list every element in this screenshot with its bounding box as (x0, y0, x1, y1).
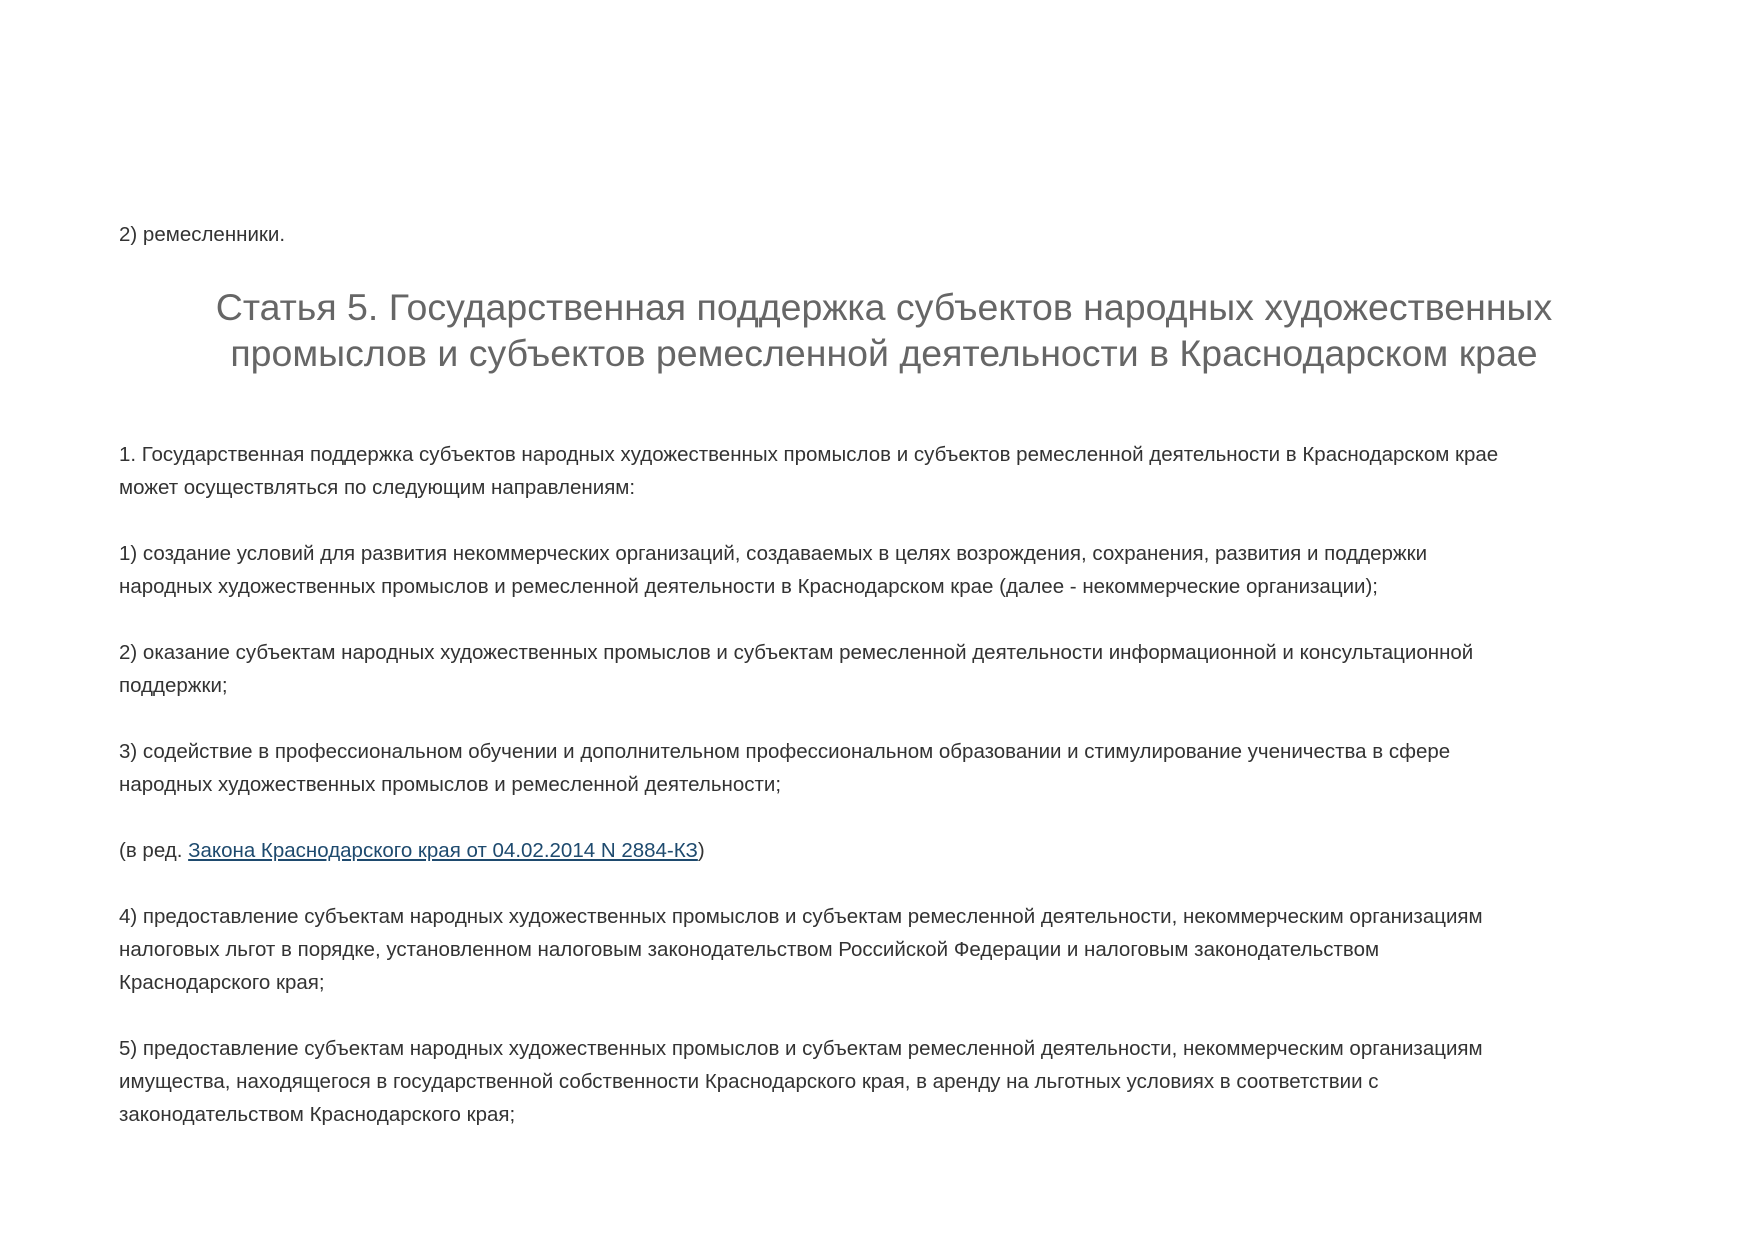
paragraph-item-1 (119, 537, 1649, 603)
amendment-prefix: (в ред. (119, 839, 189, 862)
text-line: народных художественных промыслов и ремесленной деятельности в Краснодарском крае (далее - некоммерческие организации); (119, 575, 1378, 598)
text-line: народных художественных промыслов и ремесленной деятельности; (119, 773, 782, 796)
text-line: 1) создание условий для развития некоммерческих организаций, создаваемых в целях возрождения, сохранения, развития и поддержки (119, 542, 1428, 565)
text-line: 1. Государственная поддержка субъектов народных художественных промыслов и субъектов ремесленной деятельности в Краснодарском крае (119, 443, 1499, 466)
text-line: может осуществляться по следующим направлениям: (119, 476, 636, 499)
paragraph-item-5 (119, 1032, 1649, 1131)
text-line: налоговых льгот в порядке, установленном налоговым законодательством Российской Федерации и налоговым законодательством (119, 938, 1380, 961)
paragraph-item-4 (119, 900, 1649, 999)
amendment-note (119, 834, 1649, 867)
text-line: 3) содействие в профессиональном обучении и дополнительном профессиональном образовании и стимулирование ученичества в сфере (119, 740, 1451, 763)
paragraph-intro (119, 438, 1649, 504)
text-line: 4) предоставление субъектам народных художественных промыслов и субъектам ремесленной деятельности, некоммерческим организациям (119, 905, 1483, 928)
amendment-line (119, 834, 1649, 867)
amendment-suffix: ) (697, 839, 705, 862)
text-line: имущества, находящегося в государственной собственности Краснодарского края, в аренду на льготных условиях в соответствии с (119, 1070, 1379, 1093)
article-title (119, 284, 1649, 376)
previous-list-item: 2) ремесленники. (119, 223, 286, 246)
text-line: законодательством Краснодарского края; (119, 1103, 516, 1126)
article-title-line: промыслов и субъектов ремесленной деятельности в Краснодарском крае (230, 332, 1538, 374)
text-line: Краснодарского края; (119, 971, 325, 994)
law-reference-link[interactable]: Закона Краснодарского края от 04.02.2014 N 2884-КЗ (188, 839, 698, 862)
article-body (119, 438, 1649, 1164)
paragraph-item-2 (119, 636, 1649, 702)
text-line: 2) оказание субъектам народных художественных промыслов и субъектам ремесленной деятельности информационной и консультационной (119, 641, 1474, 664)
article-title-line: Статья 5. Государственная поддержка субъектов народных художественных (215, 286, 1553, 328)
paragraph-item-3 (119, 735, 1649, 801)
text-line: 5) предоставление субъектам народных художественных промыслов и субъектам ремесленной деятельности, некоммерческим организациям (119, 1037, 1483, 1060)
text-line: поддержки; (119, 674, 228, 697)
